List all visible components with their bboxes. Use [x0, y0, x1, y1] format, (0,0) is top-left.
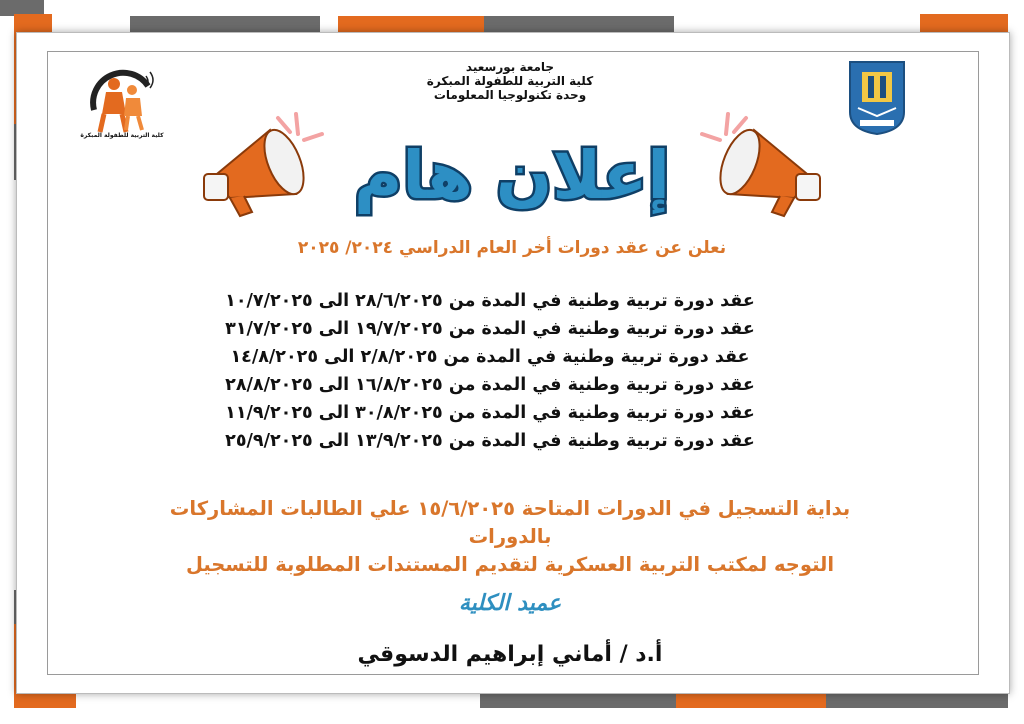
dean-role: عميد الكلية: [458, 591, 562, 616]
frame-bar: [480, 692, 676, 708]
early-childhood-faculty-logo-icon: [86, 66, 162, 142]
megaphone-icon: [200, 112, 330, 222]
port-said-university-logo-icon: [846, 58, 908, 136]
frame-bar: [338, 16, 488, 32]
announcement-title: [352, 120, 672, 220]
frame-bar: [484, 16, 674, 32]
unit-name: وحدة تكنولوجيا المعلومات: [433, 88, 587, 102]
subtitle: نعلن عن عقد دورات أخر العام الدراسي ٢٠٢٤/ ٢٠٢٥: [297, 238, 727, 258]
registration-note: [130, 495, 890, 579]
note-line: التوجه لمكتب التربية العسكرية لتقديم المستندات المطلوبة للتسجيل: [185, 553, 835, 576]
course-item: عقد دورة تربية وطنية في المدة من ٢٨/٦/٢٠٢٥ الى ١٠/٧/٢٠٢٥: [225, 291, 755, 311]
course-item: عقد دورة تربية وطنية في المدة من ٢/٨/٢٠٢٥ الى ١٤/٨/٢٠٢٥: [230, 347, 750, 367]
course-item: عقد دورة تربية وطنية في المدة من ١٦/٨/٢٠٢٥ الى ٢٨/٨/٢٠٢٥: [225, 375, 755, 395]
course-item: عقد دورة تربية وطنية في المدة من ١٣/٩/٢٠٢٥ الى ٢٥/٩/٢٠٢٥: [225, 431, 755, 451]
university-name: جامعة بورسعيد: [465, 60, 555, 74]
course-item: عقد دورة تربية وطنية في المدة من ١٩/٧/٢٠٢٥ الى ٣١/٧/٢٠٢٥: [225, 319, 755, 339]
institution-header: [400, 60, 620, 102]
note-line: بداية التسجيل في الدورات المتاحة ١٥/٦/٢٠٢٥ علي الطالبات المشاركات بالدورات: [169, 497, 851, 548]
course-list: [180, 287, 800, 455]
dean-name: أ.د / أماني إبراهيم الدسوقي: [357, 642, 663, 667]
frame-bar: [130, 16, 320, 32]
course-item: عقد دورة تربية وطنية في المدة من ٣٠/٨/٢٠٢٥ الى ١١/٩/٢٠٢٥: [225, 403, 755, 423]
frame-bar: [826, 692, 1008, 708]
title-text: إعلان هام: [353, 137, 671, 214]
frame-bar: [676, 692, 826, 708]
left-logo-caption: كلية التربية للطفولة المبكرة: [80, 132, 164, 139]
faculty-name: كلية التربية للطفولة المبكرة: [426, 74, 594, 88]
megaphone-icon: [694, 112, 824, 222]
